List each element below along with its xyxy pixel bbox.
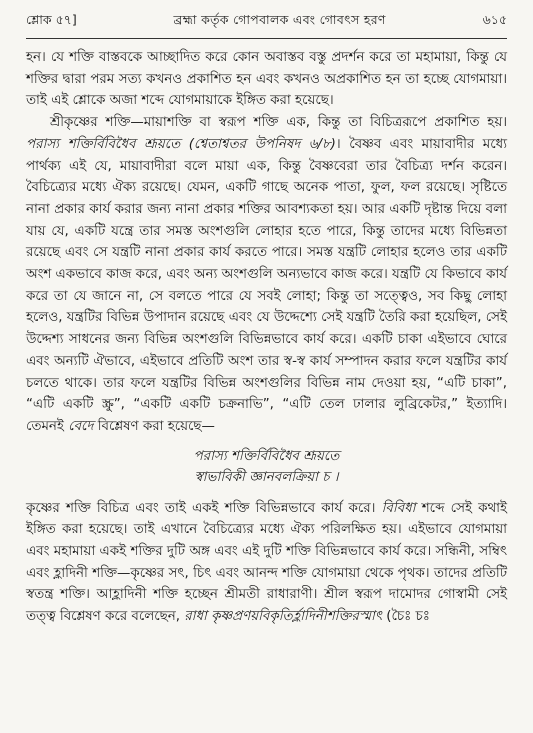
paragraph-3-tail: (চৈঃ চঃ [382,609,430,625]
paragraph-1: হন। যে শক্তি বাস্তবকে আচ্ছাদিত করে কোন অবাস্তব বস্তু প্রদর্শন করে তা মহামায়া, কিন্তু যে শক্তির দ্বারা পরম সত্য কখনও প্রকাশিত হন এবং কখনও অপ্রকাশিত হন তা হচ্ছে যোগমায়া। তাই এই শ্লোকে অজা শব্দে যোগমায়াকে ইঙ্গিত করা হয়েছে। [26,50,507,109]
citation-source: (শ্বেতাশ্বতর উপনিষদ ৬/৮) [180,136,336,152]
vividha-term: বিবিধা [381,500,416,516]
verse-line-1: পরাস্য শক্তির্বিবিধৈব শ্রূয়তে [193,448,340,464]
paragraph-2 [26,112,507,438]
page-number: ৬১৫ [482,12,507,27]
verse-line-2: স্বাভাবিকী জ্ঞানবলক্রিয়া চ । [194,469,339,485]
verse-number-label: শ্লোক ৫৭] [26,12,77,27]
paragraph-2-end: বিশ্লেষণ করা হয়েছে— [93,418,215,434]
sanskrit-verse [26,446,507,488]
paragraph-3-text: কৃষ্ণের শক্তি বিচিত্র এবং তাই একই শক্তি বিভিন্নভাবে কার্য করে। [26,500,382,516]
header-rule [26,38,507,39]
paragraph-3-body: শব্দে সেই কথাই ইঙ্গিত করা হয়েছে। তাই এখানে বৈচিত্র্যের মধ্যে ঐক্য পরিলক্ষিত হয়। এইভাবে যোগমায়া এবং মহামায়া একই শক্তির দুটি অঙ্গ এবং এই দুটি শক্তি বিভিন্নভাবে কার্য করে। সন্ধিনী, সম্বিৎ এবং হ্লাদিনী শক্তি—কৃষ্ণের সৎ, চিৎ এবং আনন্দ শক্তি যোগমায়া থেকে পৃথক। তাদের প্রতিটি স্বতন্ত্র শক্তি। আহ্লাদিনী শক্তি হচ্ছেন শ্রীমতী রাধারাণী। শ্রীল স্বরূপ দামোদর গোস্বামী সেই তত্ত্ব বিশ্লেষণ করে বলেছেন, [26,500,508,625]
paragraph-2-body: । বৈষ্ণব এবং মায়াবাদীর মধ্যে পার্থক্য এই যে, মায়াবাদীরা বলে মায়া এক, কিন্তু বৈষ্ণবেরা তার বৈচিত্র্য দর্শন করেন। বৈচিত্র্যের মধ্যে ঐক্য রয়েছে। যেমন, একটি গাছে অনেক পাতা, ফুল, ফল রয়েছে। সৃষ্টিতে নানা প্রকার কার্য করার জন্য নানা প্রকার শক্তির আবশ্যকতা হয়। আর একটি দৃষ্টান্ত দিয়ে বলা যায় যে, একটি যন্ত্রে তার সমস্ত অংশগুলি লোহার হতে পারে, কিন্তু তাদের মধ্যে বিভিন্নতা রয়েছে এবং সে যন্ত্রটি নানা প্রকার কার্য করতে পারে। সমস্ত যন্ত্রটি লোহার হলেও তার একটি অংশ একভাবে কাজ করে, এবং অন্য অংশগুলি অন্যভাবে কাজ করে। যন্ত্রটি যে কিভাবে কার্য করে তা যে জানে না, সে বলতে পারে যে সবই লোহা; কিন্তু তা সত্ত্বেও, সব কিছু লোহা হলেও, যন্ত্রটির বিভিন্ন উপাদান রয়েছে এবং যে উদ্দেশ্যে সেই যন্ত্রটি তৈরি করা হয়েছিল, সেই উদ্দেশ্য সাধনের জন্য বিভিন্ন অংশগুলি বিভিন্নভাবে কার্য করে। একটি চাকা এইভাবে ঘোরে এবং অন্যটি ঐভাবে, এইভাবে প্রতিটি অংশ তার স্ব-স্ব কার্য সম্পাদন করার ফলে যন্ত্রটির কার্য চলতে থাকে। তার ফলে যন্ত্রটির বিভিন্ন অংশগুলির বিভিন্ন নাম দেওয়া হয়, “এটি চাকা”, “এটি একটি স্ক্রু”, “একটি একটি চক্রনাভি”, “এটি তেল ঢালার লুব্রিকেটর,” ইত্যাদি। তেমনই [26,136,507,434]
vede-term: বেদে [68,418,94,434]
paragraph-2-text: শ্রীকৃষ্ণের শক্তি—মায়াশক্তি বা স্বরূপ শক্তি এক, কিন্তু তা বিচিত্ররূপে প্রকাশিত হয়। [50,115,507,131]
running-header [26,12,507,34]
paragraph-3 [26,498,507,628]
radha-quote: রাধা কৃষ্ণপ্রণয়বিকৃতির্হ্লাদিনীশক্তিরস্মাৎ [184,609,383,625]
chapter-title: ব্রহ্মা কর্তৃক গোপবালক এবং গোবৎস হরণ [173,12,386,27]
sanskrit-quote: পরাস্য শক্তির্বিবিধৈব শ্রূয়তে [26,136,181,152]
